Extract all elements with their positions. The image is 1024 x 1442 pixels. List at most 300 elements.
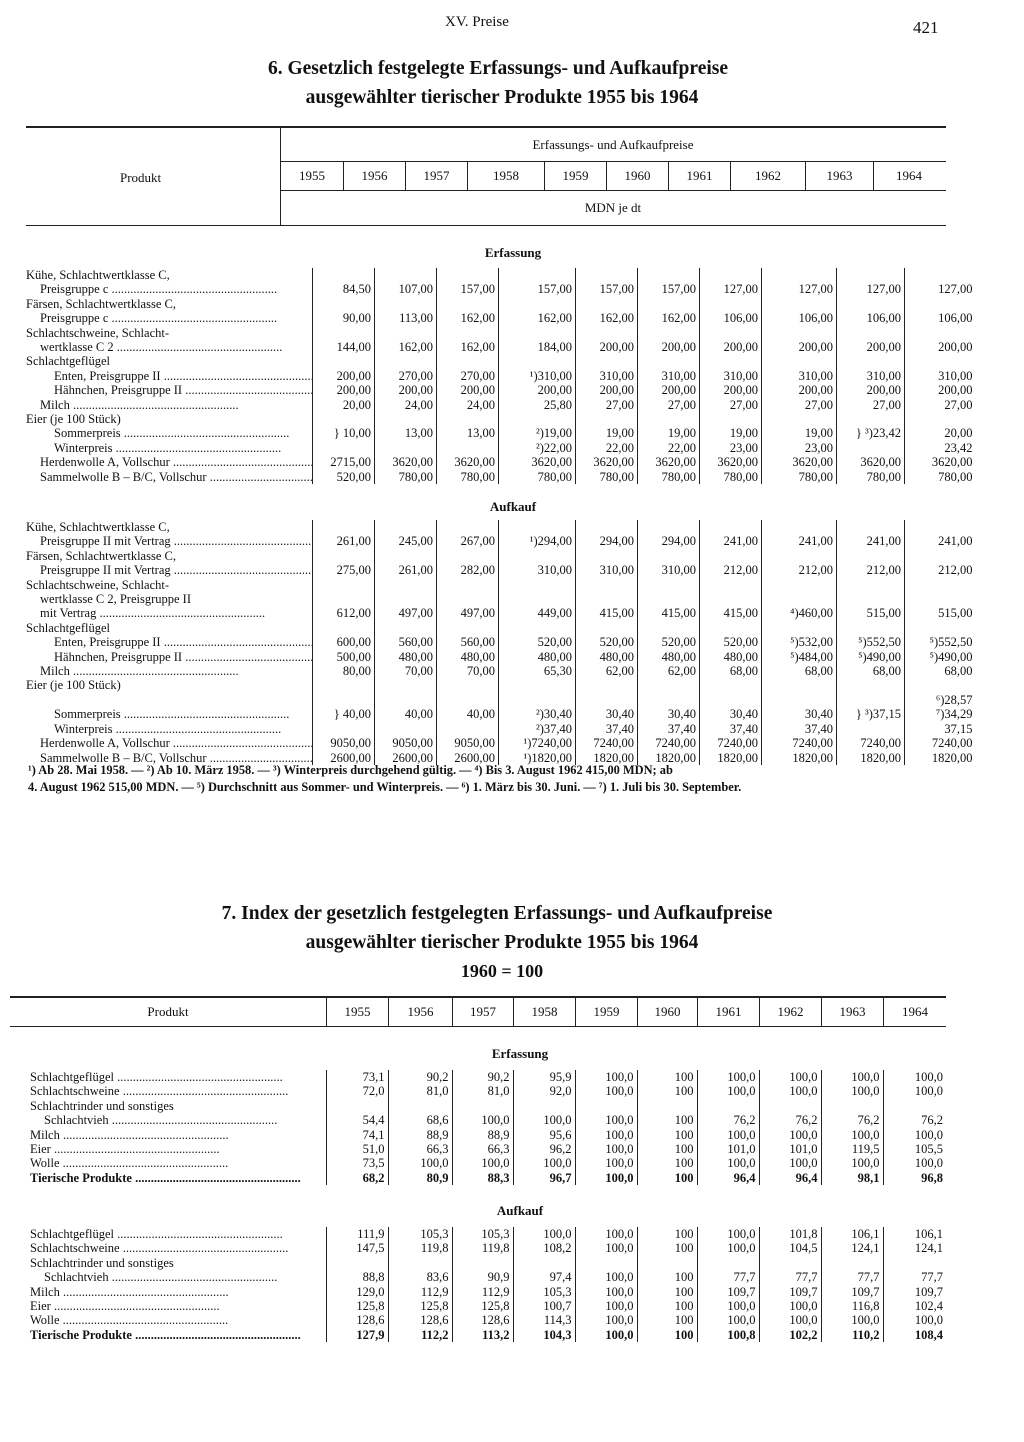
cell-value — [762, 326, 837, 340]
row-label: Enten, Preisgruppe II ..... — [26, 369, 313, 383]
cell-value — [499, 621, 576, 635]
cell-value — [837, 578, 905, 592]
cell-value: 294,00 — [638, 534, 700, 548]
cell-value: 3620,00 — [576, 455, 638, 469]
cell-value: 113,2 — [452, 1328, 513, 1342]
cell-value — [437, 520, 499, 534]
cell-value: 106,00 — [905, 311, 976, 325]
cell-value: 3620,00 — [638, 455, 700, 469]
cell-value — [375, 693, 437, 707]
cell-value — [375, 268, 437, 282]
cell-value: 157,00 — [499, 282, 576, 296]
cell-value — [313, 722, 375, 736]
cell-value: 100,0 — [575, 1171, 637, 1185]
cell-value: 100,0 — [575, 1270, 637, 1284]
cell-value: 3620,00 — [437, 455, 499, 469]
table6-product-header: Produkt — [120, 170, 162, 185]
cell-value — [499, 354, 576, 368]
cell-value: 125,8 — [388, 1299, 452, 1313]
cell-value — [837, 441, 905, 455]
cell-value: 96,4 — [759, 1171, 821, 1185]
table-row — [26, 592, 976, 606]
cell-value: 100 — [637, 1328, 697, 1342]
cell-value — [883, 1256, 946, 1270]
cell-value — [821, 1256, 883, 1270]
cell-value: 109,7 — [697, 1285, 759, 1299]
cell-value: 100,0 — [697, 1156, 759, 1170]
cell-value: 162,00 — [437, 311, 499, 325]
cell-value: 200,00 — [576, 383, 638, 397]
cell-value: 77,7 — [697, 1270, 759, 1284]
cell-value — [576, 297, 638, 311]
cell-value: 100,0 — [388, 1156, 452, 1170]
cell-value: 70,00 — [437, 664, 499, 678]
cell-value — [762, 297, 837, 311]
cell-value: 37,40 — [762, 722, 837, 736]
cell-value — [762, 621, 837, 635]
cell-value: 105,3 — [388, 1227, 452, 1241]
cell-value — [437, 722, 499, 736]
cell-value: 77,7 — [759, 1270, 821, 1284]
table-row — [26, 383, 976, 397]
cell-value: ¹)310,00 — [499, 369, 576, 383]
cell-value: 105,5 — [883, 1142, 946, 1156]
cell-value: 275,00 — [313, 563, 375, 577]
cell-value: 100,0 — [513, 1156, 575, 1170]
cell-value: 100 — [637, 1084, 697, 1098]
cell-value: 27,00 — [905, 398, 976, 412]
cell-value — [313, 549, 375, 563]
table-row — [26, 736, 976, 750]
cell-value: 119,8 — [388, 1241, 452, 1255]
row-label: Milch ..... — [26, 664, 313, 678]
cell-value — [638, 621, 700, 635]
cell-value: 125,8 — [452, 1299, 513, 1313]
cell-value — [837, 621, 905, 635]
row-label: Preisgruppe c ..... — [26, 311, 313, 325]
cell-value: 73,5 — [326, 1156, 388, 1170]
cell-value — [821, 1099, 883, 1113]
cell-value: 127,00 — [837, 282, 905, 296]
cell-value: 102,4 — [883, 1299, 946, 1313]
cell-value: 98,1 — [821, 1171, 883, 1185]
cell-value — [452, 1256, 513, 1270]
cell-value: 100,0 — [513, 1227, 575, 1241]
cell-value: 19,00 — [638, 426, 700, 440]
cell-value: 128,6 — [326, 1313, 388, 1327]
table-row — [26, 268, 976, 282]
table6-year-rule — [281, 190, 946, 191]
cell-value: 111,9 — [326, 1227, 388, 1241]
table-row — [26, 311, 976, 325]
cell-value — [313, 441, 375, 455]
row-label: Eier (je 100 Stück) — [26, 412, 121, 427]
table-row — [26, 621, 976, 635]
cell-value — [499, 412, 576, 426]
cell-value: 157,00 — [437, 282, 499, 296]
cell-value — [513, 1256, 575, 1270]
cell-value: 100,0 — [452, 1113, 513, 1127]
cell-value: 112,9 — [388, 1285, 452, 1299]
cell-value — [905, 268, 976, 282]
cell-value — [638, 693, 700, 707]
cell-value: 780,00 — [700, 470, 762, 484]
cell-value: 95,6 — [513, 1128, 575, 1142]
cell-value: 2715,00 — [313, 455, 375, 469]
table-row — [30, 1099, 946, 1113]
row-label: Preisgruppe II mit Vertrag ..... — [26, 534, 313, 548]
cell-value: 200,00 — [313, 383, 375, 397]
cell-value — [905, 578, 976, 592]
cell-value: 1820,00 — [905, 751, 976, 765]
cell-value — [437, 297, 499, 311]
cell-value: 200,00 — [313, 369, 375, 383]
cell-value — [375, 621, 437, 635]
year-header: 1961 — [697, 998, 759, 1026]
row-label: Schlachtrinder und sonstiges — [30, 1255, 174, 1270]
cell-value: 70,00 — [375, 664, 437, 678]
cell-value — [375, 297, 437, 311]
cell-value: } ³)37,15 — [837, 707, 905, 721]
cell-value — [700, 412, 762, 426]
cell-value: 97,4 — [513, 1270, 575, 1284]
cell-value — [437, 549, 499, 563]
cell-value: 560,00 — [437, 635, 499, 649]
cell-value: 2600,00 — [313, 751, 375, 765]
cell-value: 241,00 — [837, 534, 905, 548]
cell-value: ⁵)490,00 — [905, 650, 976, 664]
cell-value: 100 — [637, 1299, 697, 1313]
cell-value: ⁵)490,00 — [837, 650, 905, 664]
cell-value — [375, 412, 437, 426]
table-row — [26, 635, 976, 649]
cell-value: 7240,00 — [638, 736, 700, 750]
cell-value: 127,00 — [700, 282, 762, 296]
cell-value — [700, 678, 762, 692]
cell-value — [313, 592, 375, 606]
cell-value: 68,00 — [700, 664, 762, 678]
cell-value: 100 — [637, 1171, 697, 1185]
cell-value: 520,00 — [576, 635, 638, 649]
cell-value: 76,2 — [697, 1113, 759, 1127]
table6-year-row — [281, 162, 946, 190]
cell-value — [700, 592, 762, 606]
table-row — [26, 722, 976, 736]
cell-value: 100,8 — [697, 1328, 759, 1342]
cell-value: 100,0 — [575, 1142, 637, 1156]
cell-value: 267,00 — [437, 534, 499, 548]
cell-value: 106,1 — [883, 1227, 946, 1241]
cell-value: 101,0 — [759, 1142, 821, 1156]
table-row — [30, 1241, 946, 1255]
table6-title-line1: 6. Gesetzlich festgelegte Erfassungs- und Aufkaufpreise — [267, 58, 729, 79]
cell-value: 104,5 — [759, 1241, 821, 1255]
row-label: Schlachtvieh ..... — [30, 1113, 326, 1127]
cell-value — [759, 1099, 821, 1113]
cell-value — [313, 520, 375, 534]
table-row — [26, 707, 976, 721]
cell-value: 162,00 — [499, 311, 576, 325]
cell-value: 100 — [637, 1270, 697, 1284]
cell-value — [638, 578, 700, 592]
running-head: XV. Preise — [445, 14, 509, 30]
row-label: Preisgruppe II mit Vertrag ..... — [26, 563, 313, 577]
cell-value: 54,4 — [326, 1113, 388, 1127]
table6-top-rule — [26, 126, 946, 128]
cell-value: ⁵)484,00 — [762, 650, 837, 664]
cell-value: } 40,00 — [313, 707, 375, 721]
table-row — [30, 1270, 946, 1284]
cell-value — [905, 520, 976, 534]
row-label: Herdenwolle A, Vollschur ..... — [26, 736, 313, 750]
cell-value: 13,00 — [437, 426, 499, 440]
cell-value: 100,7 — [513, 1299, 575, 1313]
cell-value: ²)19,00 — [499, 426, 576, 440]
cell-value: 116,8 — [821, 1299, 883, 1313]
cell-value — [837, 678, 905, 692]
table7-title-line3: 1960 = 100 — [460, 961, 544, 981]
cell-value: 51,0 — [326, 1142, 388, 1156]
cell-value: 200,00 — [638, 383, 700, 397]
cell-value — [576, 412, 638, 426]
cell-value — [576, 268, 638, 282]
table-row — [30, 1256, 946, 1270]
cell-value: 73,1 — [326, 1070, 388, 1084]
cell-value: 200,00 — [700, 340, 762, 354]
year-header: 1963 — [805, 162, 873, 190]
cell-value: 128,6 — [388, 1313, 452, 1327]
cell-value — [499, 678, 576, 692]
cell-value: 200,00 — [905, 340, 976, 354]
year-header: 1960 — [637, 998, 697, 1026]
cell-value: 129,0 — [326, 1285, 388, 1299]
table-row — [30, 1227, 946, 1241]
cell-value: 600,00 — [313, 635, 375, 649]
cell-value — [700, 520, 762, 534]
table-row — [30, 1285, 946, 1299]
cell-value: 310,00 — [499, 563, 576, 577]
cell-value — [762, 592, 837, 606]
table7-section-aufkauf: Aufkauf — [496, 1203, 544, 1218]
cell-value: 124,1 — [883, 1241, 946, 1255]
cell-value: 100,0 — [759, 1299, 821, 1313]
cell-value: 520,00 — [499, 635, 576, 649]
cell-value: ²)30,40 — [499, 707, 576, 721]
cell-value — [697, 1099, 759, 1113]
cell-value — [437, 621, 499, 635]
cell-value: 114,3 — [513, 1313, 575, 1327]
cell-value: 68,00 — [837, 664, 905, 678]
cell-value: 780,00 — [437, 470, 499, 484]
cell-value — [375, 326, 437, 340]
cell-value: 27,00 — [700, 398, 762, 412]
cell-value — [375, 592, 437, 606]
row-label: Sammelwolle B – B/C, Vollschur ..... — [26, 751, 313, 765]
cell-value: 780,00 — [837, 470, 905, 484]
table7-title — [0, 899, 1024, 986]
cell-value: 100 — [637, 1156, 697, 1170]
year-header: 1962 — [759, 998, 821, 1026]
cell-value: 106,1 — [821, 1227, 883, 1241]
cell-value — [837, 412, 905, 426]
cell-value: 162,00 — [375, 340, 437, 354]
cell-value: 310,00 — [762, 369, 837, 383]
cell-value: 90,00 — [313, 311, 375, 325]
cell-value: 90,2 — [452, 1070, 513, 1084]
table6-aufkauf-body — [26, 520, 976, 765]
cell-value: 2600,00 — [437, 751, 499, 765]
year-header: 1963 — [821, 998, 883, 1026]
cell-value — [575, 1256, 637, 1270]
cell-value: ²)22,00 — [499, 441, 576, 455]
table-row — [26, 340, 976, 354]
cell-value: 62,00 — [576, 664, 638, 678]
cell-value — [905, 412, 976, 426]
cell-value — [326, 1256, 388, 1270]
cell-value: 100,0 — [697, 1241, 759, 1255]
cell-value: 261,00 — [313, 534, 375, 548]
cell-value: 310,00 — [576, 369, 638, 383]
cell-value: 23,00 — [700, 441, 762, 455]
row-label: Preisgruppe c ..... — [26, 282, 313, 296]
cell-value: 100,0 — [575, 1313, 637, 1327]
cell-value: 100,0 — [883, 1313, 946, 1327]
cell-value — [837, 326, 905, 340]
cell-value — [576, 520, 638, 534]
cell-value: 7240,00 — [905, 736, 976, 750]
table7-aufkauf-body — [30, 1227, 946, 1342]
cell-value: 125,8 — [326, 1299, 388, 1313]
cell-value: 480,00 — [375, 650, 437, 664]
cell-value: 780,00 — [499, 470, 576, 484]
cell-value — [700, 578, 762, 592]
year-header: 1958 — [467, 162, 544, 190]
cell-value: 200,00 — [375, 383, 437, 397]
cell-value: 90,9 — [452, 1270, 513, 1284]
cell-value: 109,7 — [883, 1285, 946, 1299]
cell-value: 105,3 — [513, 1285, 575, 1299]
cell-value: 104,3 — [513, 1328, 575, 1342]
cell-value: 72,0 — [326, 1084, 388, 1098]
cell-value: 27,00 — [762, 398, 837, 412]
cell-value — [905, 549, 976, 563]
cell-value: 112,2 — [388, 1328, 452, 1342]
cell-value — [437, 678, 499, 692]
cell-value: 30,40 — [576, 707, 638, 721]
cell-value — [375, 678, 437, 692]
row-label: mit Vertrag ..... — [26, 606, 313, 620]
cell-value: ⁵)532,00 — [762, 635, 837, 649]
cell-value: 80,9 — [388, 1171, 452, 1185]
table7-erfassung-body — [30, 1070, 946, 1185]
table-row — [26, 369, 976, 383]
cell-value: 68,00 — [905, 664, 976, 678]
cell-value: 19,00 — [576, 426, 638, 440]
cell-value: 88,9 — [388, 1128, 452, 1142]
cell-value: 560,00 — [375, 635, 437, 649]
cell-value: 310,00 — [905, 369, 976, 383]
cell-value: 9050,00 — [375, 736, 437, 750]
cell-value — [499, 693, 576, 707]
cell-value: 109,7 — [821, 1285, 883, 1299]
cell-value: 100,0 — [575, 1070, 637, 1084]
cell-value: 480,00 — [638, 650, 700, 664]
cell-value: 95,9 — [513, 1070, 575, 1084]
cell-value: 96,7 — [513, 1171, 575, 1185]
row-label: Schlachtvieh ..... — [30, 1270, 326, 1284]
cell-value: 147,5 — [326, 1241, 388, 1255]
cell-value: 310,00 — [837, 369, 905, 383]
cell-value: 65,30 — [499, 664, 576, 678]
cell-value — [762, 549, 837, 563]
cell-value: 3620,00 — [375, 455, 437, 469]
table-row — [26, 650, 976, 664]
table-row — [26, 520, 976, 534]
row-label: Färsen, Schlachtwertklasse C, — [26, 548, 176, 563]
cell-value: 100,0 — [759, 1156, 821, 1170]
cell-value — [313, 297, 375, 311]
row-label: Schlachtgeflügel — [26, 354, 110, 369]
cell-value: 100,0 — [575, 1156, 637, 1170]
cell-value: 3620,00 — [762, 455, 837, 469]
cell-value — [313, 326, 375, 340]
cell-value: 480,00 — [576, 650, 638, 664]
cell-value: 100,0 — [821, 1156, 883, 1170]
table6-unit: MDN je dt — [584, 200, 642, 215]
cell-value: 81,0 — [388, 1084, 452, 1098]
row-label: wertklasse C 2, Preisgruppe II — [40, 592, 192, 607]
cell-value — [700, 297, 762, 311]
cell-value: 612,00 — [313, 606, 375, 620]
year-header: 1957 — [452, 998, 513, 1026]
cell-value: 81,0 — [452, 1084, 513, 1098]
table-row — [26, 578, 976, 592]
year-header: 1964 — [883, 998, 946, 1026]
table-row — [26, 455, 976, 469]
cell-value — [905, 354, 976, 368]
cell-value — [700, 549, 762, 563]
cell-value — [576, 326, 638, 340]
cell-value: 1820,00 — [576, 751, 638, 765]
cell-value — [499, 268, 576, 282]
cell-value — [313, 412, 375, 426]
cell-value: 100,0 — [575, 1299, 637, 1313]
cell-value — [905, 592, 976, 606]
cell-value — [700, 693, 762, 707]
cell-value: 27,00 — [837, 398, 905, 412]
cell-value — [638, 326, 700, 340]
cell-value: ⁷)34,29 — [905, 707, 976, 721]
cell-value — [637, 1256, 697, 1270]
cell-value: 200,00 — [576, 340, 638, 354]
cell-value — [883, 1099, 946, 1113]
cell-value: 100,0 — [883, 1084, 946, 1098]
table-row — [26, 563, 976, 577]
cell-value: 96,4 — [697, 1171, 759, 1185]
cell-value: 100 — [637, 1313, 697, 1327]
table-row — [30, 1313, 946, 1327]
cell-value: 3620,00 — [905, 455, 976, 469]
cell-value — [499, 326, 576, 340]
cell-value: 76,2 — [821, 1113, 883, 1127]
cell-value: 100,0 — [821, 1128, 883, 1142]
cell-value: 241,00 — [905, 534, 976, 548]
cell-value: 100,0 — [575, 1227, 637, 1241]
cell-value: 80,00 — [313, 664, 375, 678]
cell-value — [575, 1099, 637, 1113]
cell-value: 37,40 — [576, 722, 638, 736]
cell-value — [375, 354, 437, 368]
